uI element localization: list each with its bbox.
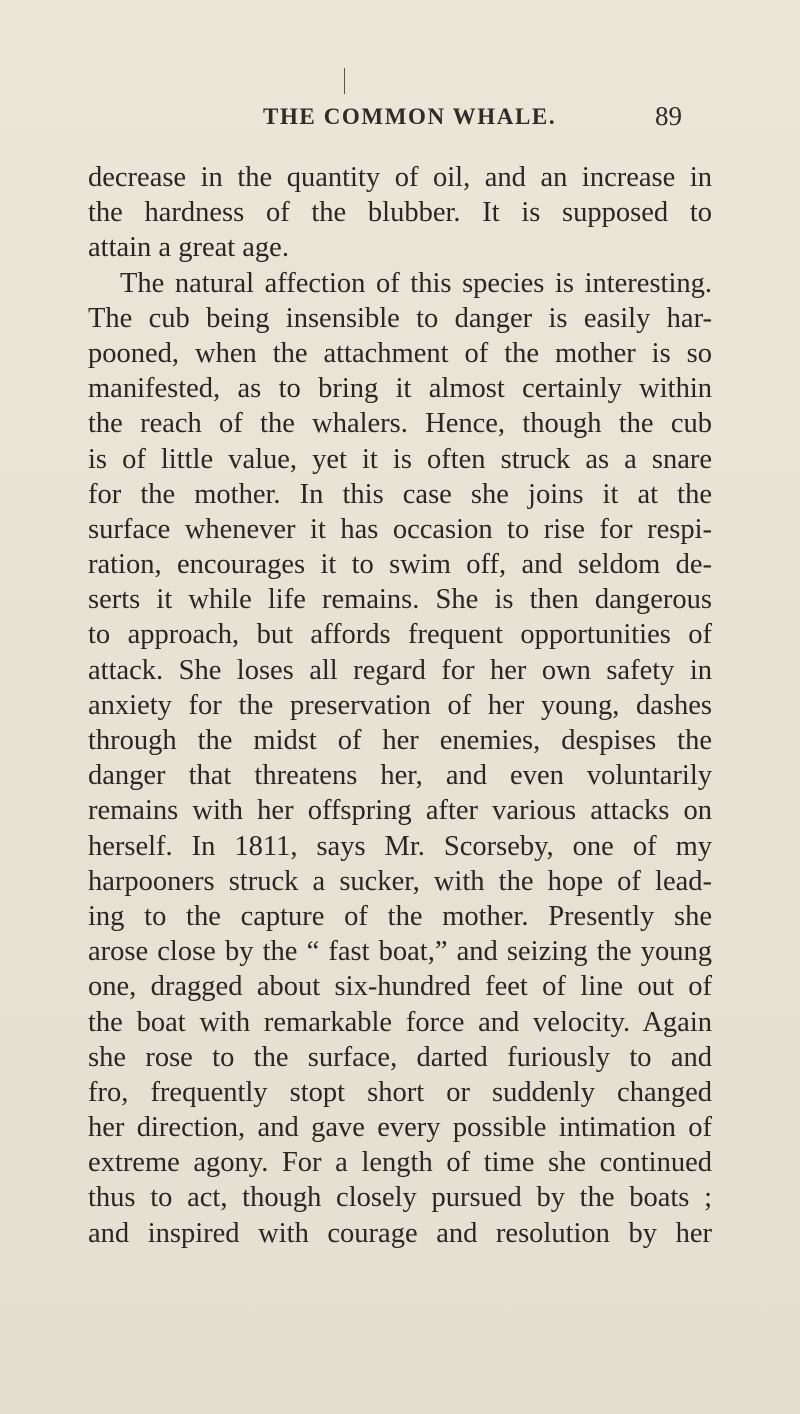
text-line: arose close by the “ fast boat,” and seizing the young [88,936,712,968]
text-line: the boat with remarkable force and velocity. Again [88,1006,712,1038]
text-line: one, dragged about six-hundred feet of line out of [88,971,712,1003]
text-line: The natural affection of this species is interesting. [120,267,712,299]
text-line: ration, encourages it to swim off, and seldom de- [88,549,712,581]
text-line: ing to the capture of the mother. Presently she [88,900,712,932]
text-line: the hardness of the blubber. It is supposed to [88,197,712,229]
text-line: for the mother. In this case she joins it at the [88,478,712,510]
text-line: pooned, when the attachment of the mother is so [88,337,712,369]
text-line: harpooners struck a sucker, with the hope of lead- [88,865,712,897]
text-line: manifested, as to bring it almost certainly within [88,373,712,405]
text-line: serts it while life remains. She is then dangerous [88,584,712,616]
text-line: anxiety for the preservation of her young, dashes [88,689,712,721]
text-line: decrease in the quantity of oil, and an increase in [88,162,712,193]
text-line: attain a great age. [88,232,289,264]
text-line: thus to act, though closely pursued by the boats ; [88,1182,712,1214]
text-line: her direction, and gave every possible intimation of [88,1112,712,1144]
running-head: THE COMMON WHALE. [263,104,557,129]
text-line: through the midst of her enemies, despises the [88,725,712,756]
text-line: she rose to the surface, darted furiously to and [88,1041,712,1073]
text-line: fro, frequently stopt short or suddenly changed [88,1076,712,1108]
text-line: and inspired with courage and resolution by her [88,1217,712,1249]
text-line: the reach of the whalers. Hence, though the cub [88,408,712,440]
margin-mark [344,68,345,94]
text-line: to approach, but affords frequent opportunities of [88,619,712,651]
page-header [245,101,682,144]
text-line: danger that threatens her, and even voluntarily [88,760,712,792]
body-text [88,160,712,1251]
text-line: extreme agony. For a length of time she continued [88,1147,712,1179]
text-line: surface whenever it has occasion to rise for respi- [88,513,712,545]
text-line: herself. In 1811, says Mr. Scorseby, one of my [88,830,712,862]
page-number: 89 [655,101,682,131]
text-line: The cub being insensible to danger is easily har- [88,302,712,334]
text-line: attack. She loses all regard for her own safety in [88,654,712,686]
text-line: remains with her offspring after various attacks on [88,795,712,827]
text-line: is of little value, yet it is often struck as a snare [88,443,712,475]
